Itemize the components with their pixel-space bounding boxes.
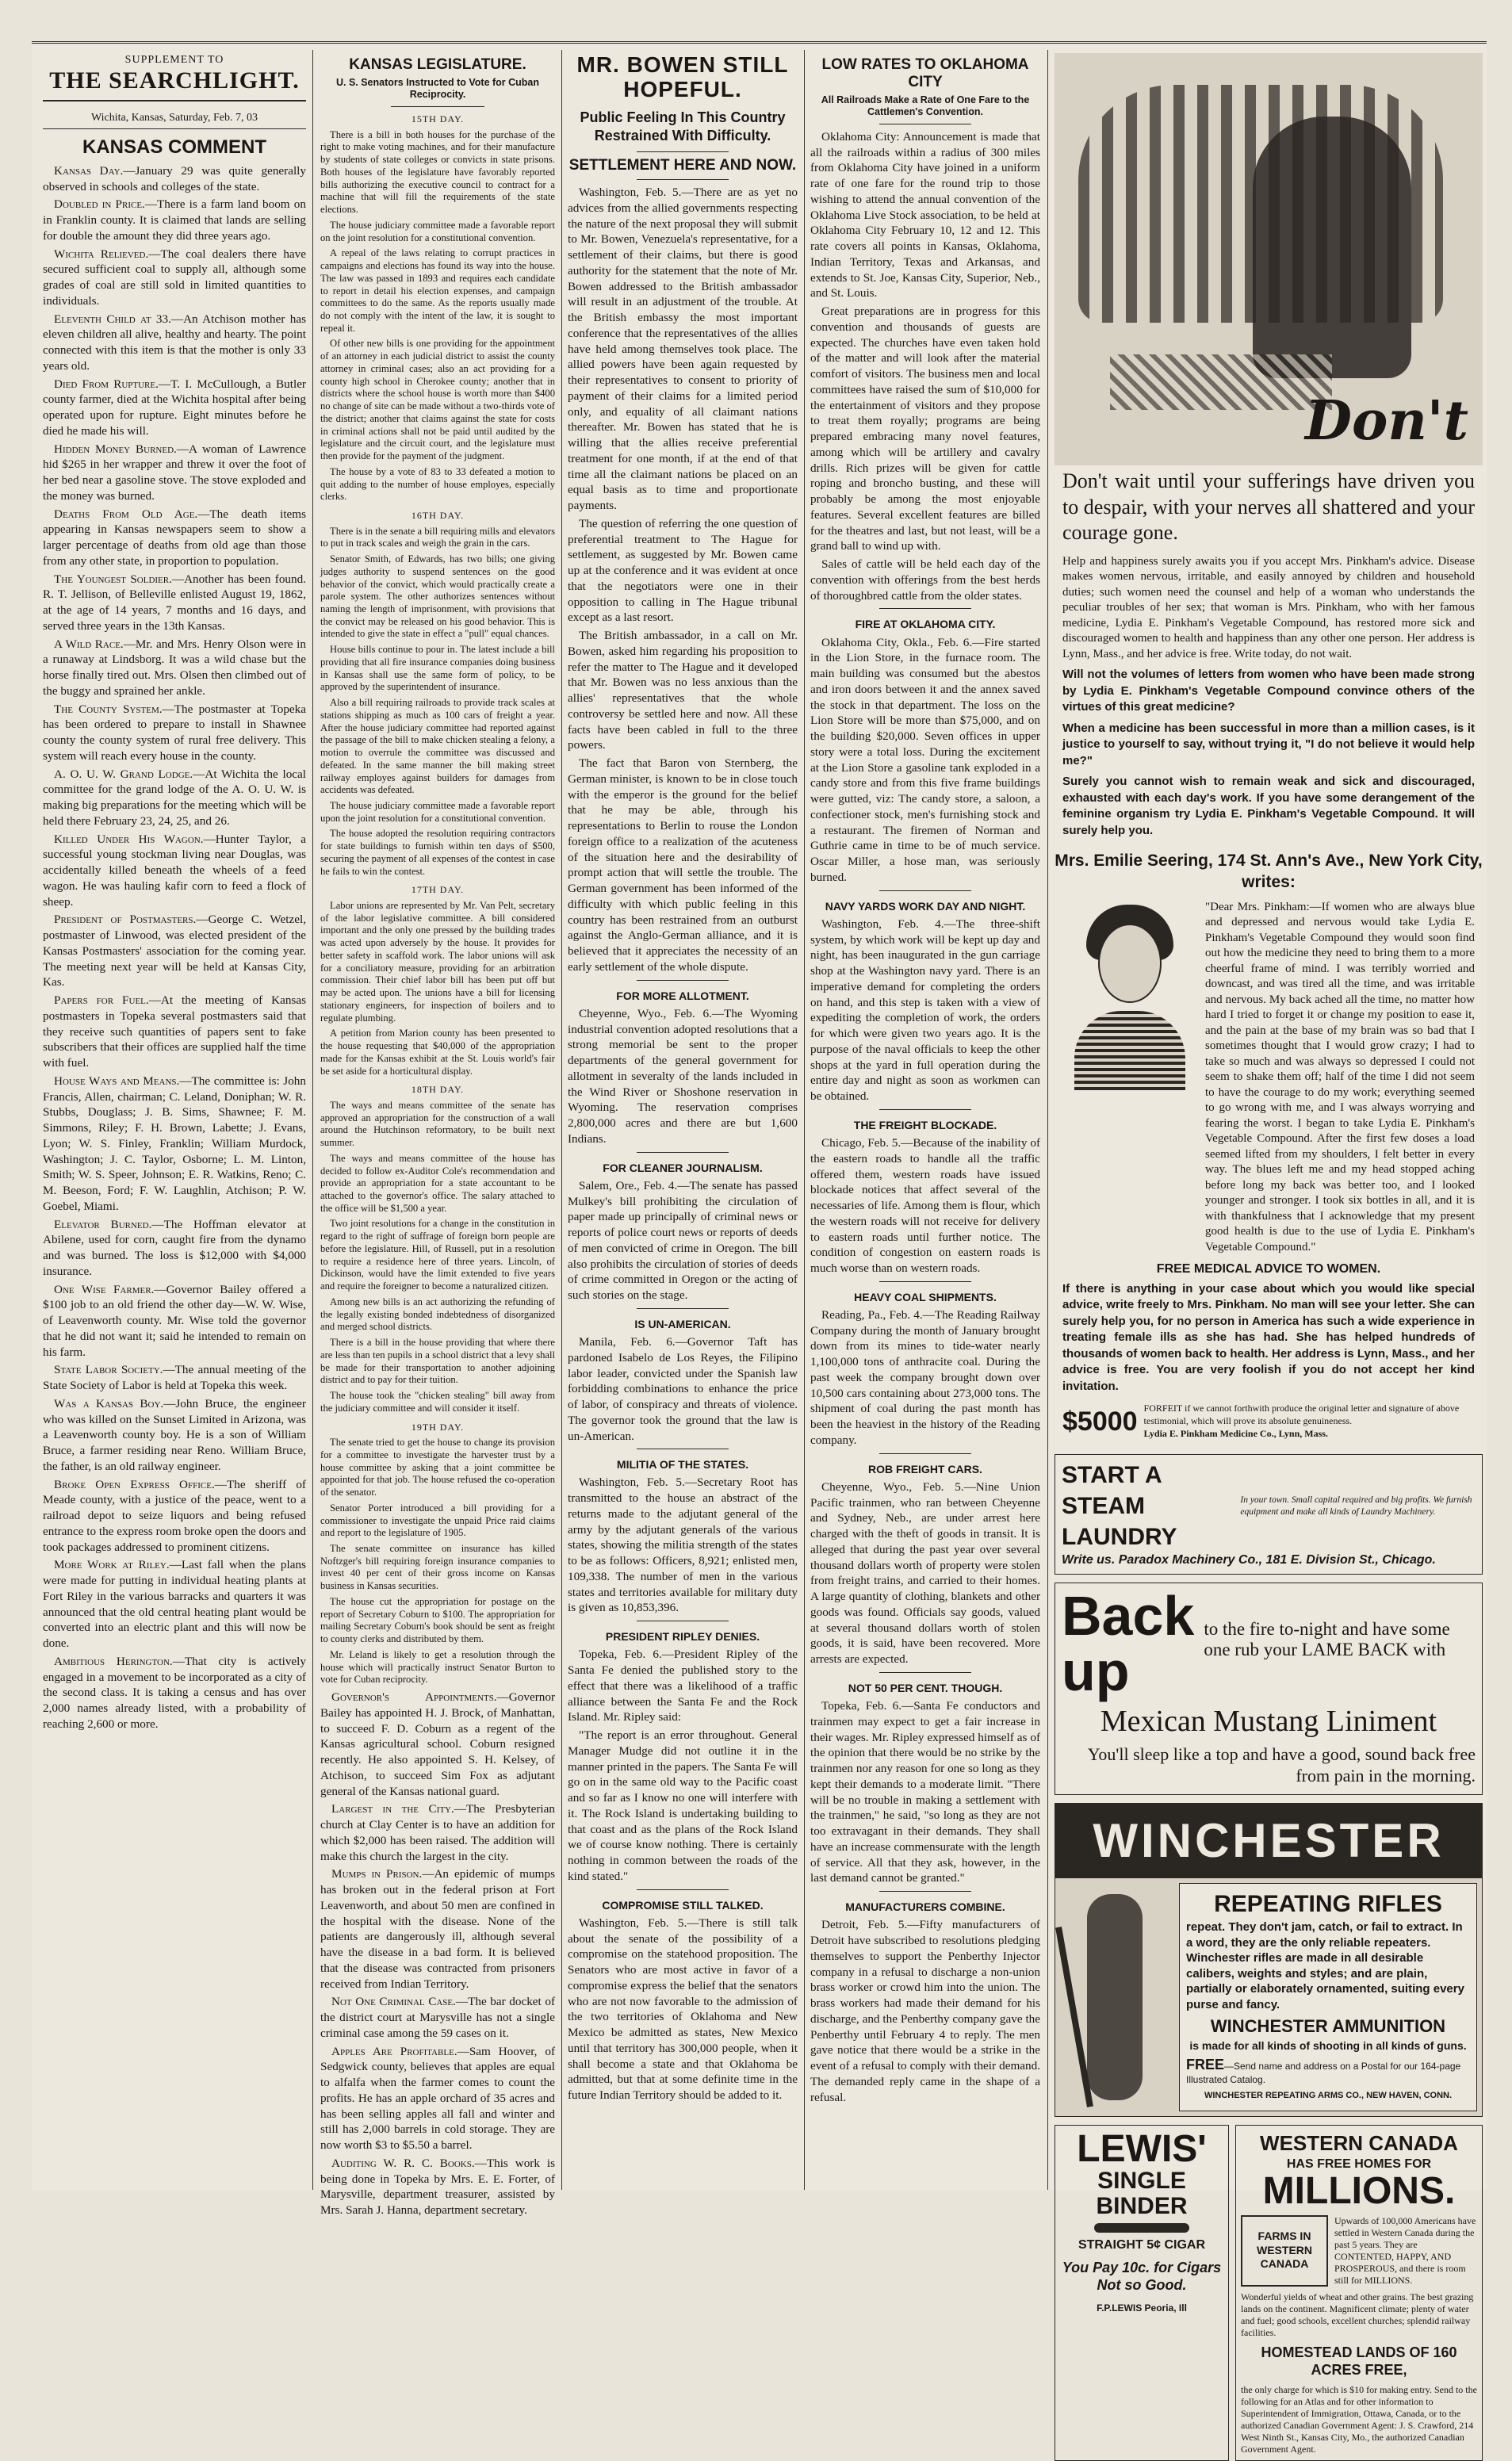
story-title: IS UN-AMERICAN. [634,1317,731,1330]
news-item-lead: Not One Criminal Case. [331,1995,456,2009]
winchester-ad [1055,1803,1483,2117]
ads-column [1055,53,1483,2455]
news-item-lead: House Ways and Means. [54,1074,180,1088]
mustang-t2: You'll sleep like a top and have a good, sound back free from pain in the morning. [1087,1744,1476,1785]
bottom-ads [1055,2125,1483,2461]
news-item [43,1074,306,1215]
news-item-text: —The postmaster at Topeka has been ordered to prepare to install in Shawnee county the county system of rural free delivery. This system will reach every house in the county. [43,702,306,763]
masthead [43,53,306,101]
news-item [43,247,306,309]
canada-mid [1241,2215,1477,2287]
legislature-paragraph: Also a bill requiring railroads to provide track scales at stations shipping as much as 100 cars of freight a year. After the house judiciary committee had reported against the passage of the bill to make chicken stealing a felony, a motion to overrule the committee was discussed and defeated. In the same manner the bill making street railway employes against builders for damages from accidents was defeated. [320,697,555,796]
legislature-paragraph: Senator Porter introduced a bill providing for a commissioner to investigate the unpaid Price raid claims and report to the legislature of 1905. [320,1502,555,1539]
news-item-lead: Elevator Burned. [54,1217,152,1231]
story-paragraph: Cheyenne, Wyo., Feb. 6.—The Wyoming industrial convention adopted resolutions that a strong memorial be sent to the proper departments of the general government for allotment in severalty of the lands included in the Wind River or Shoshone reservation in Wyoming. The reservation comprises 2,800,000 acres and there are but 1,600 Indians. [568,1006,798,1146]
news-item [43,832,306,910]
forfeit-copy [1144,1403,1475,1440]
news-item [43,637,306,699]
free-advice-wrap [1055,1281,1483,1400]
winchester-free [1186,2056,1470,2087]
news-item [43,1282,306,1361]
canada-p1: Wonderful yields of wheat and other grains. The best grazing lands on the continent. Magnificent climate; plenty of water and fuel; good schools, excellent churches; splendid railway facilities. [1241,2291,1474,2338]
news-item-text: —The bar docket of the district court at Marysville has not a single criminal case among the 59 cases on it. [320,1995,556,2040]
legislature-paragraph: The house took the "chicken stealing" bill away from the judiciary committee and will consider it itself. [320,1390,555,1414]
hunter-illustration [1055,1878,1174,2116]
legislature-paragraph: Mr. Leland is likely to get a resolution through the house which will practically instruct Senator Burton to vote for Cuban reciprocity. [320,1648,555,1686]
story-title: NAVY YARDS WORK DAY AND NIGHT. [825,899,1026,913]
legislature-day: 15TH DAY. [411,113,465,125]
legislature-day: 17TH DAY. [411,884,465,896]
news-item-lead: Was a Kansas Boy. [54,1396,164,1410]
news-item [43,1396,306,1475]
article-paragraph: Sales of cattle will be held each day of the convention with offerings from the best herds of thoroughbred cattle from the older states. [810,557,1040,603]
column-1 [43,53,306,2190]
news-item-text: —This work is being done in Topeka by Mrs. E. E. Forter, of Marysville, department treasurer, assisted by Mrs. Sarah J. Hanna, department secretary. [320,2156,555,2218]
story-title: ROB FREIGHT CARS. [868,1462,982,1475]
story-paragraph: Washington, Feb. 4.—The three-shift system, by which work will be kept up day and night, has been inaugurated in the gun carriage shop at the Washington navy yard. There is an imperative demand for completing the orders on hand, and this step is taken with a view of expediting the completion of work, the orders for which were given two years ago. It is the purpose of the naval officials to keep the other shops at the yard in full operation during the entire day and night as soon as workmen can be obtained. [810,917,1040,1104]
bowen-heading: MR. BOWEN STILL HOPEFUL. [576,52,789,101]
news-item [320,2044,555,2153]
cigar-icon [1094,2223,1189,2233]
lewis-name: LEWIS' [1077,2128,1207,2171]
bowen-subhead: SETTLEMENT HERE AND NOW. [568,157,797,174]
news-item-text: —The committee is: John Francis, Allen, chairman; C. Leland, Doniphan; W. R. Stubbs, Douglass; J. B. Sims, Shawnee; F. M. Simmons, Riley; F. H. Brown, Labette; J. Evans, Lyon; W. S. Finley, Franklin; William Murdock, Washington; J. C. Taylor, Osborne; L. M. Linton, Smith; W. S. Speer, Johnson; E. R. Watkins, Reno; C. M. Beeson, Ford; F. W. Laughlin, Atchison; P. W. Goebel, Miami. [43,1074,306,1213]
woman-illustration [1253,117,1411,378]
portrait-face [1098,924,1162,1003]
legislature-day: 16TH DAY. [411,509,465,521]
article-paragraph: The question of referring the one question of preferential treatment to The Hague for settlement, as suggested by Mr. Bowen came up at the conference and it was evident at once that the negotiators were one in their opposition to calling in The Hague tribunal except as a last resort. [568,516,798,625]
divider [879,1453,971,1454]
story-paragraph: Oklahoma City, Okla., Feb. 6.—Fire started in the Lion Store, in the furnace room. The main building was consumed but the abestos and iron doors between it and the annex saved the stock in that department. The loss on the Lion Store will be more than $75,000, and on the building $20,000. Seven offices in upper story were a total loss. During the excitement at the Lion Store a gasoline tank exploded in a candy store and from this five frame buildings were gutted, viz: The candy store, a saloon, a confectioner stock, men's furnishing stock and a restaurant. The firemen of Norman and Guthrie came in time to be of much service. Oscar Miller, a hose man, was seriously burned. [810,635,1040,884]
news-item [320,2156,555,2218]
laundry-address: Write us. Paradox Machinery Co., 181 E. Division St., Chicago. [1062,1553,1436,1567]
news-item-text: —Mr. and Mrs. Henry Olson were in a runaway at Lindsborg. It was a wild chase but the horse finally tired out. Mrs. Olsen then climbed out of the buggy and sprained her ankle. [43,637,306,698]
divider [879,1891,971,1892]
news-item-text: —Governor Bailey offered a $100 job to an old friend the other day—W. W. Wise, of Leavenworth county. Mr. Wise told the governor that he did not want it; said he intended to remain on his farm. [43,1282,306,1359]
news-item-text: —An Atchison mother has eleven children all alive, healthy and hearty. The point connected with this item is that the mother is only 33 years old. [43,312,306,373]
story-paragraph: Salem, Ore., Feb. 4.—The senate has passed Mulkey's bill prohibiting the circulation of paper made up principally of criminal news or reports of police court news or reports of deeds of men convicted of crime in Oregon. The bill also prohibits the circulation of stories of deeds of crime committed in Oregon or the acting of such stories on the stage. [568,1178,798,1303]
legislature-paragraph: The senate tried to get the house to change its provision for a committee to investigate the harvester trust by a house committee by asking that a joint committee be appointed for that job. The house refused the co-operation of the senator. [320,1437,555,1498]
news-item-lead: President of Postmasters. [54,913,197,927]
news-item-lead: More Work at Riley. [54,1558,170,1572]
free-advice-text: If there is anything in your case about which you would like special advice, write freely to Mrs. Pinkham. No man will see your letter. She can surely help you, for no person in America has such a wide experience in treating female ills as she has had. She has helped hundreds of thousands of women back to health. Her address is Lynn, Mass., and her advice is free. You are very foolish if you do not accept her kind invitation. [1062,1281,1475,1393]
story-title: MANUFACTURERS COMBINE. [845,1900,1005,1914]
news-item [43,993,306,1071]
story-title: HEAVY COAL SHIPMENTS. [854,1290,997,1303]
forfeit-sign: Lydia E. Pinkham Medicine Co., Lynn, Mass. [1143,1427,1328,1439]
pinkham-p1: Help and happiness surely awaits you if you accept Mrs. Pinkham's advice. Disease makes women nervous, irritable, and easily annoyed by children and household duties; such women need the counsel and help of a woman who understands the peculiar troubles of her sex; that woman is Mrs. Pinkham, who with her famous medicine, Lydia E. Pinkham's Vegetable Compound, has restored more sick and discouraged women to health and happiness than any other one person. Her address is Lynn, Mass., and her advice is free. Write today, do not wait. [1062,554,1475,660]
column-rule [561,50,562,2190]
masthead-title: THE SEARCHLIGHT. [49,67,300,94]
column-4 [810,53,1040,2190]
laundry-row [1062,1460,1476,1552]
legislature-day: 18TH DAY. [411,1084,465,1096]
story-title: FIRE AT OKLAHOMA CITY. [855,618,996,631]
lewis-straight: STRAIGHT 5¢ CIGAR [1078,2238,1205,2252]
mustang-row [1062,1584,1476,1702]
news-item [43,1477,306,1556]
divider [879,1672,971,1673]
legislature-heading: KANSAS LEGISLATURE. [349,56,526,73]
winchester-brand: WINCHESTER [1055,1804,1482,1878]
divider [879,1281,971,1282]
news-item [43,312,306,374]
column-rule [804,50,805,2190]
portrait-illustration [1062,900,1197,1090]
free-advice-heading: FREE MEDICAL ADVICE TO WOMEN. [1156,1262,1381,1276]
lewis-pay: You Pay 10c. for Cigars Not so Good. [1062,2259,1222,2294]
news-item-lead: Broke Open Express Office. [54,1477,215,1491]
mustang-name: Mexican Mustang Liniment [1100,1704,1437,1738]
legislature-paragraph: A petition from Marion county has been presented to the house requesting that $40,000 of the appropriation made for the Kansas exhibit at the St. Louis world's fair be set aside for a horticultural display. [320,1028,555,1077]
news-item-lead: Wichita Relieved. [54,247,149,261]
article-paragraph: Great preparations are in progress for this convention and thousands of guests are expected. The churches have even taken hold of the matter and will look after the material comfort of visitors. The business men and local committees have raised the sum of $10,000 for the entertainment of visitors and they propose to treat them royally; programs are being prepared embracing many novel features, among which will be artillery and cavalry drills. Rich prizes will be given for cattle roping and broncho busting, and these will probably be among the most enjoyable features. Several excellent features are billed for the theatres and last, but not least, will be a grand ball to wind up with. [810,304,1040,553]
masthead-supplement: SUPPLEMENT TO [124,54,224,66]
pinkham-p2-wrap [1055,667,1483,721]
news-item [43,1654,306,1732]
news-item-text: —The sheriff of Meade county, with a justice of the peace, went to a railroad depot to seize liquors and being refused entrance to the express room broke open the doors and took packages addressed to prominent citizens. [43,1477,306,1554]
news-item [43,163,306,195]
canada-mid-text: Upwards of 100,000 Americans have settled in Western Canada during the past 5 years. They are CONTENTED, HAPPY, AND PROSPEROUS, and there is room still for MILLIONS. [1334,2214,1476,2286]
news-briefs [568,980,798,2103]
news-item-lead: A Wild Race. [54,637,124,651]
testimonial-text: "Dear Mrs. Pinkham:—If women who are always blue and depressed and nervous would take Lydia E. Pinkham's Vegetable Compound they would soon find out how the medicine they need to bring them to a more cheerful frame of mind. I was terribly worried and downcast, and was tired all the time, and was irritable and nervous. My back ached all the time, no matter how hard I tried to forget it or change my position to ease it, and the pain at the base of my brain was so bad that I sometimes thought that I would grow crazy; I had to take so much and was always so depressed I could not seem to shake them off; half of the time I did not seem to have the courage to do my work; everything seemed to go wrong with me, and I was always worrying and fearing the worst. I began to take Lydia E. Pinkham's Vegetable Compound. After the first few doses a load seemed lifted from my shoulders, I felt better in every way. The blues left me and my head stopped aching before long my back was better too, and I looked younger and stronger. I took six bottles in all, and it is with thankfulness that I acknowledge that my present good health is due to the use of Lydia E. Pinkham's Vegetable Compound." [1205,900,1475,1253]
news-item-text: —Governor Bailey has appointed H. J. Brock, of Manhattan, to succeed F. D. Coburn as a regent of the Kansas agricultural school. Coburn resigned recently. He also appointed S. H. Kelsey, of Atchison, to succeed Sim Fox as adjutant general of the Kansas national guard. [320,1690,555,1798]
legislature-paragraph: The house judiciary committee made a favorable report on the joint resolution for a constitutional convention. [320,219,555,243]
story-paragraph: "The report is an error throughout. General Manager Mudge did not outline it in the manner printed in the papers. The Santa Fe will go on in the same old way to the Pacific coast and so far as I know no one will interfere with it. The Rock Island is undertaking building to that coast and as the plans of the Rock Island we of course know nothing. There is certainly nothing in common between the roads of the kind stated." [568,1728,798,1883]
news-item-lead: Largest in the City. [331,1802,454,1816]
legislature-paragraph: House bills continue to pour in. The latest include a bill providing that all fire insurance companies doing business in Kansas shall use the same form of policy, to be approved by the superintendent of insurance. [320,644,555,693]
news-item-lead: Deaths From Old Age. [54,507,198,521]
story-paragraph: Topeka, Feb. 6.—Santa Fe conductors and trainmen may expect to get a fair increase in their wages. Mr. Ripley expressed himself as of the opinion that there would be no strike by the trainmen nor any reason for one so long as they kept their demands to a moderate limit. "There will be no trouble in making a settlement with the trainmen," he said, "so long as they are not too extravagant in their demands. They shall have an increase commensurate with the length of service. All that they ask, however, in the last demand cannot be granted." [810,1699,1040,1885]
mustang-t1: to the fire to-night and have some one rub your LAME BACK with [1204,1618,1450,1660]
story-paragraph: Detroit, Feb. 5.—Fifty manufacturers of Detroit have subscribed to resolutions pledging themselves to support the Penberthy Injector company in a refusal to discharge a non-union brass worker or crowd him into the union. The brass workers had made their demand for his discharge, and the Penberthy company gave the Penberthy until February 4 to reply. The men gave notice that there would be a strike in the event of a refusal to comply with their demand. The demanded reply came in the shape of a refusal. [810,1918,1040,2104]
legislature-day: 19TH DAY. [411,1421,465,1433]
hunter-figure [1087,1894,1143,2100]
testimonial [1055,900,1483,1256]
winchester-body: repeat. They don't jam, catch, or fail to extract. In a word, they are the only reliable repeaters. Winchester rifles are made in all desirable calibers, weights and styles; and are plain, partially or elaborately ornamented, suiting every purse and fancy. [1186,1920,1464,2011]
kansas-comment-heading: KANSAS COMMENT [82,136,266,159]
story-title: FOR MORE ALLOTMENT. [616,989,749,1002]
pinkham-p3: When a medicine has been successful in more than a million cases, is it justice to yourself to say, without trying it, "I do not believe it would help me?" [1062,721,1475,767]
forfeit [1055,1399,1483,1446]
pinkham-ad [1055,53,1483,1446]
pinkham-p3-wrap [1055,721,1483,775]
news-item-text: —The annual meeting of the State Society of Labor is held at Topeka this week. [43,1363,306,1393]
oklahoma-deck: All Railroads Make a Rate of One Fare to the Cattlemen's Convention. [821,94,1030,118]
forfeit-amount: $5000 [1062,1406,1138,1437]
dateline: Wichita, Kansas, Saturday, Feb. 7, 03 [43,108,306,129]
story-title: MILITIA OF THE STATES. [616,1458,749,1472]
news-item-text: —That city is actively engaged in a movement to be incorporated as a city of the second class. It is taking a census and has over 2,000 names already listed, with a probability of reaching 2,600 or more. [43,1654,306,1731]
divider [879,890,971,891]
divider [879,1109,971,1110]
story-paragraph: Chicago, Feb. 5.—Because of the inability of the eastern roads to handle all the traffic offered them, western roads have issued blockade notices that affect several of the necessaries of life. Among them is flour, which the western roads will not receive for delivery to eastern roads until further notice. The condition of congestion on eastern roads is much worse than on western roads. [810,1136,1040,1275]
news-item-text: —The coal dealers there have secured sufficient coal to supply all, although some grades of coal are still sold in limited quantities to individuals. [43,247,306,308]
news-item-text: —Hunter Taylor, a successful young stockman living near Douglas, was accidentally killed beneath the wheels of a feed wagon. He was hauling kafir corn to feed a flock of sheep. [43,832,306,909]
canada-p2: the only charge for which is $10 for making entry. Send to the following for an Atlas and for other information to Superintendent of Immigration, Ottawa, Canada, or to the authorized Canadian Government Agent: J. S. Crawford, 214 West Ninth St., Kansas City, Mo., the authorized Canadian Government Agent. [1241,2383,1477,2455]
laundry-ad [1055,1454,1483,1575]
news-item [43,912,306,990]
bowen-article [568,185,798,975]
article-paragraph: Oklahoma City: Announcement is made that all the railroads within a radius of 300 miles from Oklahoma City have joined in a uniform rate of one fare for the round trip to those wishing to attend the annual convention of the Oklahoma Live Stock association, to be held at Oklahoma City February 10, 12 and 12. This rate covers all points in Kansas, Oklahoma, Indian Territory, Texas and Arkansas, and extends to St. Joe, Kansas City, Superior, Neb., and St. Louis. [810,129,1040,300]
pinkham-lead: Don't wait until your sufferings have driven you to despair, with your nerves all shattered and your courage gone. [1062,469,1475,544]
legislature-paragraph: There is a bill in the house providing that where there are less than ten pupils in a school district that a levy shall be made for their transportation to another adjoining district and to pay for their tuition. [320,1337,555,1386]
news-item-lead: Ambitious Herington. [54,1654,173,1668]
canada-ad [1235,2125,1483,2461]
legislature-sections [320,113,555,1686]
story-paragraph: Manila, Feb. 6.—Governor Taft has pardoned Isabelo de Los Reyes, the Filipino labor leader, convicted under the Spanish law forbidding combinations to enhance the price of labor, of conspiracy and threats of violence. The governor took the ground that the law is un-American. [568,1335,798,1443]
lewis-ad [1055,2125,1229,2461]
news-item-lead: Apples Are Profitable. [331,2044,457,2058]
news-item [43,702,306,764]
news-item-lead: The Youngest Soldier. [54,572,172,586]
news-item [320,1690,555,1799]
canada-h3: MILLIONS. [1262,2169,1456,2212]
news-item-lead: Governor's Appointments. [331,1690,497,1705]
news-item [43,767,306,829]
canada-h1: WESTERN CANADA [1260,2131,1458,2156]
news-item-text: —At the meeting of Kansas postmasters in Topeka several postmasters said that they receive such quantities of papers sent to fake subscribers that their offices are supplied half the time with fuel. [43,993,306,1070]
news-item-text: —An epidemic of mumps has broken out in the federal prison at Fort Leavenworth, and about 50 men are confined in the hospital with the disease. None of the patients are dangerously ill, although several have the disease in a bad form. It is believed that the disease was contracted from prisoners received from Indian Territory. [320,1867,555,1991]
news-item-text: —At Wichita the local committee for the grand lodge of the A. O. U. W. is making big preparations for the meeting which will be held there February 23, 24, 25, and 26. [43,767,306,828]
article-paragraph: The fact that Baron von Sternberg, the German minister, is known to be in close touch with the emperor is the ground for the belief that he may be able, through his representations to Berlin to rouse the London foreign office to a realization of the acuteness of the situation here and the desirability of prompt action that will settle the trouble. The German government has been informed of the difficulty with which public feeling in this country has been restrained from an outburst against the Anglo-German alliance, and it is believed that it appreciates the necessity of an early settlement of the whole dispute. [568,756,798,974]
legislature-deck: U. S. Senators Instructed to Vote for Cuban Reciprocity. [335,76,540,101]
legislature-paragraph: There is in the senate a bill requiring mills and elevators to put in track scales and weigh the grain in the cars. [320,525,555,549]
news-item-lead: Kansas Day. [54,163,124,178]
winchester-ammo-sub: is made for all kinds of shooting in all kinds of guns. [1189,2038,1467,2052]
divider [637,179,729,180]
winchester-ammo: WINCHESTER AMMUNITION [1210,2016,1446,2037]
news-item-text: —Last fall when the plans were made for putting in individual heating plants at Fort Riley in the various barracks and quarters it was announced that the old central heating plant would be converted into an electric plant and this will now be done. [43,1558,306,1651]
news-item-text: —John Bruce, the engineer who was killed on the Sunset Limited in Arizona, was a Leavenworth county boy. He is a son of William Bruce, a farmer residing near Reno. William Bruce, the father, is an old railway engineer. [43,1396,306,1473]
pinkham-dont: Don't [1305,388,1468,453]
story-paragraph: Washington, Feb. 5.—There is still talk about the senate of the possibility of a compromise on the statehood proposition. The Senators who are most active in favor of a compromise express the belief that the senators who are not now favorable to the admission of the two territories of Oklahoma and New Mexico be admitted as states, New Mexico until that territory has 300,000 people, when it shall become a state and that Oklahoma be admitted, but that at some definite time in the future Indian Territory should be added to it. [568,1916,798,2103]
winchester-company: WINCHESTER REPEATING ARMS CO., NEW HAVEN, CONN. [1204,2090,1453,2100]
legislature-paragraph: The house by a vote of 83 to 33 defeated a motion to quit adding to the number of house employes, especially clerks. [320,465,555,503]
news-item-text: —George C. Wetzel, postmaster of Linwood, was elected president of the Kansas Postmasters' association for the coming year. The meeting next year will be held at Kansas City, Kas. [43,913,306,989]
news-item-text: —A woman of Lawrence hid $265 in her wrapper and threw it over the foot of her bed near a gasoline stove. The stove exploded and the money was burned. [43,442,306,503]
news-item-lead: Hidden Money Burned. [54,442,177,456]
legislature-more-items [320,1690,555,2218]
laundry-headline: START A STEAM LAUNDRY [1062,1462,1177,1551]
news-item-lead: Papers for Fuel. [54,993,149,1008]
story-paragraph: Topeka, Feb. 6.—President Ripley of the Santa Fe denied the published story to the effect that there was a likelihood of a traffic alliance between the Santa Fe and the Rock Island. Mr. Ripley said: [568,1648,798,1724]
pinkham-p4: Surely you cannot wish to remain weak and sick and discouraged, exhausted with each day's work. If you have some derangement of the feminine organism try Lydia E. Pinkham's Vegetable Compound. It will surely help you. [1062,775,1475,837]
winchester-rr: REPEATING RIFLES [1214,1891,1442,1918]
news-item-lead: A. O. U. W. Grand Lodge. [54,767,193,781]
story-paragraph: Washington, Feb. 5.—Secretary Root has transmitted to the house an abstract of the returns made to the adjutant general of the army by the adjutant generals of the various states, showing the militia strength of the states to be as follows: Officers, 8,921; enlisted men, 109,338. The number of men in the various states and territories available for military duty is given as 10,853,396. [568,1475,798,1615]
news-item-lead: Eleventh Child at 33. [54,312,171,326]
laundry-side: In your town. Small capital required and big profits. We furnish equipment and make all kinds of Laundry Machinery. [1240,1495,1472,1517]
mustang-ad [1055,1583,1483,1795]
legislature-paragraph: The ways and means committee of the senate has approved an appropriation for the construction of a wall around the Hutchinson reformatory, to be built next summer. [320,1099,555,1149]
legislature-paragraph: Labor unions are represented by Mr. Van Pelt, secretary of the labor legislative committee. A bill considered important and the only one pressed by the building trades was acted upon adversely by the house. It provides for better safety in scaffold work. The labor unions will ask for a conciliatory measure, providing for an arbitration commission. Their chief labor bill has been put off but may be acted upon. The unions have a bill for licensing stationary engineers, for inspection of boilers and to regulate plumbing. [320,900,555,1024]
story-title: FOR CLEANER JOURNALISM. [603,1161,763,1174]
news-item-text: —The Presbyterian church at Clay Center is to have an addition for which $2,000 has been raised. The addition will make this church the largest in the city. [320,1802,555,1863]
news-item [43,442,306,504]
legislature-paragraph: Among new bills is an act authorizing the refunding of the legally existing bonded indebtedness of disorganized and merged school districts. [320,1296,555,1333]
divider [391,106,484,107]
news-briefs [810,608,1040,2105]
legislature-paragraph: A repeal of the laws relating to corrupt practices in campaigns and elections has found its way into the house. The law was passed in 1893 and requires each candidate to report in detail his election expenses, and campaign committees to do the same. As the reports usually made do not comply with the intent of the law, it is sought to repeal it. [320,247,555,334]
legislature-paragraph: The house adopted the resolution requiring contractors for state buildings to furnish within ten days of $500, securing the payment of all expenses of the contest in case he fails to win the contest. [320,828,555,877]
news-item [43,1217,306,1280]
divider [879,608,971,609]
news-item-lead: Killed Under His Wagon. [54,832,204,846]
story-title: NOT 50 PER CENT. THOUGH. [848,1681,1003,1694]
winchester-free-text: —Send name and address on a Postal for our 164-page Illustrated Catalog. [1186,2060,1461,2086]
news-item-lead: One Wise Farmer. [54,1282,155,1296]
divider [637,980,729,981]
story-title: THE FREIGHT BLOCKADE. [853,1118,997,1131]
winchester-copy [1179,1883,1477,2111]
rug-illustration [1110,354,1332,410]
story-paragraph: Reading, Pa., Feb. 4.—The Reading Railway Company during the month of January brought down from its mines to tide-water nearly 1,100,000 tons of anthracite coal. During the past week the company brought down over 10,500 cars containing about 273,000 tons. The shipment of coal during the past month has been the heaviest in the history of the Reading company. [810,1307,1040,1447]
canada-stamp: FARMS IN WESTERN CANADA [1241,2215,1328,2287]
legislature-paragraph: The house judiciary committee made a favorable report upon the joint resolution for a constitutional convention. [320,800,555,824]
news-item-lead: Died From Rupture. [54,377,159,391]
news-item [43,1362,306,1394]
winchester-free-word: FREE [1186,2056,1225,2073]
testimonial-title: Mrs. Emilie Seering, 174 St. Ann's Ave., New York City, writes: [1055,852,1483,892]
pinkham-p4-wrap [1055,774,1483,844]
news-item-text: —There is a farm land boom on in Franklin county. It is claimed that lands are selling for double the amount they did three years ago. [43,197,306,243]
news-item [43,572,306,634]
lewis-address: F.P.LEWIS Peoria, Ill [1097,2302,1187,2314]
news-item [320,1801,555,1864]
canada-homestead: HOMESTEAD LANDS OF 160 ACRES FREE, [1261,2344,1457,2379]
legislature-paragraph: Two joint resolutions for a change in the constitution in regard to the right of suffrage of foreign born people are before the legislature. Hill, of Russell, put in a resolution to require a residence here of three years. Lincoln, of Dickinson, would have the limit extended to five years and require the foreigner to become a naturalized citizen. [320,1218,555,1292]
canada-h2: HAS FREE HOMES FOR [1286,2157,1432,2171]
column-rule [312,50,313,2190]
legislature-paragraph: Senator Smith, of Edwards, has two bills; one giving judges authority to suspend sentences on the good behavior of the convict, which would practically create a parole system. The other authorizes sentences without naming the length of imprisonment, with provisions that the convict may be released on his good behavior. This is intended to give the state in effect a "pull" equal chances. [320,553,555,640]
article-paragraph: The British ambassador, in a call on Mr. Bowen, asked him regarding his proposition to refer the matter to The Hague and it developed that Mr. Bowen was no less anxious than the allies' representatives that the whole controversy be settled here and now. All these facts have been cabled in full to the three powers. [568,629,798,752]
news-item-text: —The death items appearing in Kansas newspapers seem to show a larger percentage of deaths from old age than those from any other state, in proportion to population. [43,507,307,568]
bowen-deck: Public Feeling In This Country Restrained With Difficulty. [580,109,786,144]
news-item-lead: The County System. [54,702,163,716]
kansas-comment-items [43,163,306,1732]
news-item-lead: Auditing W. R. C. Books. [331,2156,475,2170]
column-rule [1047,50,1048,2190]
legislature-paragraph: The ways and means committee of the house has decided to follow ex-Auditor Cole's recommendation and provide an appropriation for a state accountant to be attached to the governor's office. The salary attached to the office will be $1,500 a year. [320,1152,555,1214]
news-item-text: —January 29 was quite generally observed in schools and colleges of the state. [43,163,306,193]
news-item-text: —Sam Hoover, of Sedgwick county, believes that apples are equal to alfalfa when the farmer comes to count the profits. He has an apple orchard of 35 acres and has been selling apples all fall and winter and still has 2,000 barrels in cold storage. They are now worth $3 to $5.50 a barrel. [320,2044,556,2153]
lewis-single: SINGLE BINDER [1096,2168,1188,2219]
legislature-paragraph: There is a bill in both houses for the purchase of the right to make voting machines, and for their manufacture by students of state colleges or convicts in state prisons. Both houses of the legislature have favorably reported bills authorizing the executive council to contract for a machine that will fill the requirements of the state elections. [320,128,555,216]
legislature-paragraph: The house cut the appropriation for postage on the report of Secretary Coburn to $100. The appropriation for mailing Secretary Coburn's book should be sent as freight to county clerks and distributed by them. [320,1595,555,1645]
article-paragraph: Washington, Feb. 5.—There are as yet no advices from the allied governments respecting the nature of the next proposal they will submit to Mr. Bowen, Venezuela's representative, for a settlement of their claims, but there is good authority for the statement that the note of Mr. Bowen addressed to the British ambassador will result in an adjustment of the trouble. At the British embassy the most important conference that the representatives of the allies have held among themselves took place. The allied powers have been again requested by their representatives to consent to priority of payment of their claims for a limited period only, and equality of all claimant nations thereafter. Mr. Bowen has stated that he is willing that the allies receive preferential treatment for one month, if at the end of that time all the claimant nations be placed on an equal basis as to time and proportionate payments. [568,186,798,513]
pinkham-illustration [1055,53,1483,465]
news-item [43,197,306,243]
oklahoma-article [810,129,1040,604]
portrait-dress [1074,1011,1185,1090]
news-item-lead: State Labor Society. [54,1363,163,1377]
news-item [43,507,306,569]
mustang-backup: Back up [1062,1584,1195,1702]
news-item [320,1994,555,2041]
oklahoma-heading: LOW RATES TO OKLAHOMA CITY [821,56,1029,90]
divider [637,151,729,152]
news-item [43,1557,306,1652]
divider [637,1889,729,1890]
story-title: COMPROMISE STILL TALKED. [602,1898,764,1912]
forfeit-text: FORFEIT if we cannot forthwith produce the original letter and signature of above testimonial, which will prove its absolute genuineness. [1143,1403,1460,1426]
newspaper-page [32,41,1487,2455]
legislature-paragraph: The senate committee on insurance has killed Noftzger's bill requiring foreign insurance companies to invest 40 per cent of their gross income on Kansas business in Kansas securities. [320,1542,555,1592]
legislature-paragraph: Of other new bills is one providing for the appointment of an attorney in each judicial district to assist the county attorney in criminal cases; also an act providing for a county high school in Cherokee county; another that in districts where the school house is worth more than $400 no change of site can be made without a two-thirds vote of the district; another that claims against the state for costs in criminal actions shall not be paid until audited by the legislature and the circuit court, and the legislature must then provide for the payment of the judgment. [320,338,555,462]
column-3 [568,53,798,2190]
divider [637,1308,729,1309]
news-item [320,1866,555,1992]
news-item-lead: Mumps in Prison. [331,1867,423,1881]
news-item-text: —T. I. McCullough, a Butler county farmer, died at the Wichita hospital after being operated upon for rupture. Eight minutes before he died he made his will. [43,377,306,438]
pinkham-p2: Will not the volumes of letters from women who have been made strong by Lydia E. Pinkham's Vegetable Compound convince others of the virtues of this great medicine? [1062,668,1475,714]
news-item-text: —Another has been found. R. T. Jellison, of Belleville enlisted August 19, 1862, at the age of 14 years, 7 months and 16 days, and served three years in the 13th Kansas. [43,572,306,633]
winchester-inner [1055,1878,1482,2116]
story-title: PRESIDENT RIPLEY DENIES. [605,1630,760,1644]
news-item-text: —The Hoffman elevator at Abilene, used for corn, caught fire from the dynamo and was burned. The loss is $12,000 with $4,000 insurance. [43,1217,306,1278]
news-item-lead: Doubled in Price. [54,197,145,212]
news-item [43,377,306,439]
divider [637,1152,729,1153]
column-2 [320,53,556,2218]
story-paragraph: Cheyenne, Wyo., Feb. 5.—Nine Union Pacific trainmen, who ran between Cheyenne and Sydney, Neb., are under arrest here charged with the theft of goods in transit. It is alleged that during the past year over several thousand dollars worth of property were stolen from freight trains, and carried to their homes. A large quantity of clothing, blankets and other goods was found. Officials say goods, valued at several thousand dollars worth of stolen goods, it is said, have been recovered. More arrests are expected. [810,1479,1040,1667]
